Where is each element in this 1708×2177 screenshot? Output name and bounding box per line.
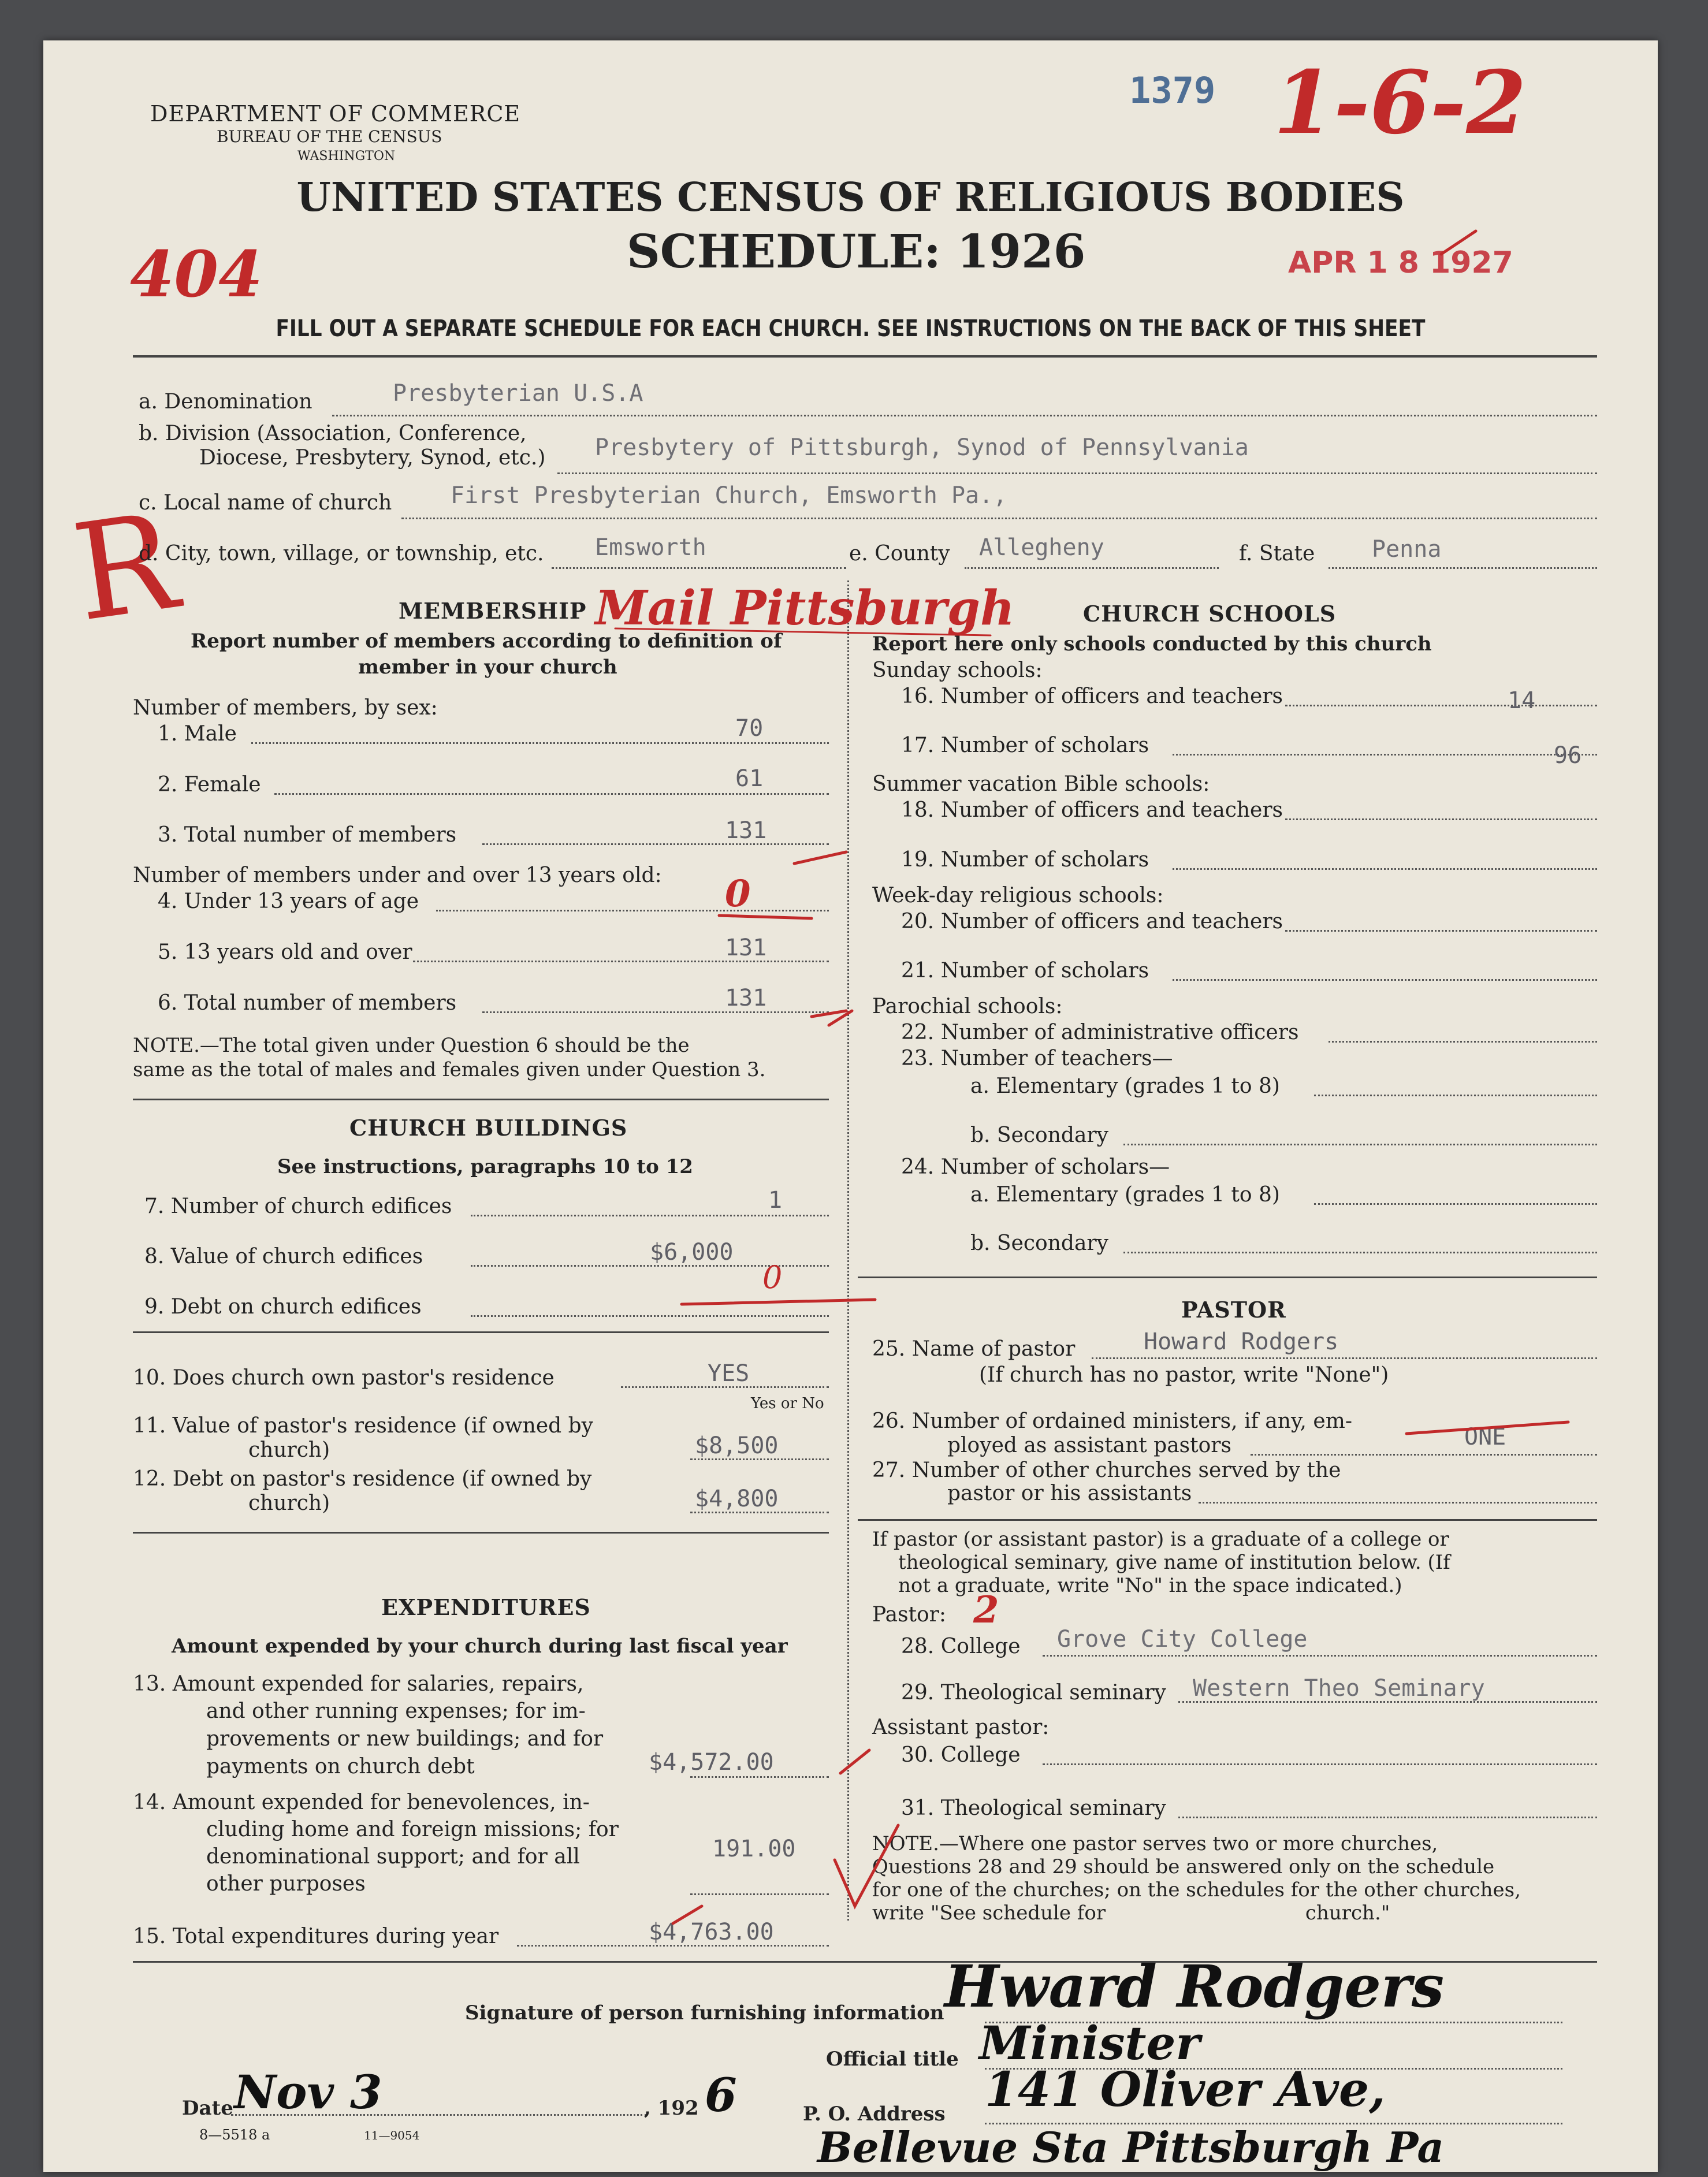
official-title-label: Official title [826, 2048, 959, 2071]
q27-line-1: 27. Number of other churches served by the [872, 1458, 1341, 1482]
membership-note-1: NOTE.—The total given under Question 6 should be the [133, 1034, 690, 1057]
q10-hint: Yes or No [751, 1395, 824, 1412]
q2-value: 61 [735, 765, 764, 792]
bureau-heading: BUREAU OF THE CENSUS [217, 127, 442, 146]
q14-value: 191.00 [712, 1836, 796, 1862]
pastor-note-1: NOTE.—Where one pastor serves two or more churches, [872, 1832, 1438, 1855]
q9-label: 9. Debt on church edifices [144, 1295, 422, 1319]
q30-label: 30. College [901, 1743, 1021, 1767]
q19-label: 19. Number of scholars [901, 848, 1149, 872]
division-label: b. Division (Association, Conference, [139, 422, 527, 445]
q24b-label: b. Secondary [970, 1231, 1108, 1255]
pastor-note-3: for one of the churches; on the schedules for the other churches, [872, 1878, 1521, 1901]
q8-value: $6,000 [650, 1239, 734, 1266]
q21-label: 21. Number of scholars [901, 959, 1149, 983]
q18-label: 18. Number of officers and teachers [901, 798, 1283, 822]
city-heading: WASHINGTON [297, 149, 396, 163]
schools-intro: Report here only schools conducted by this church [872, 632, 1432, 656]
q20-label: 20. Number of officers and teachers [901, 910, 1283, 933]
department-heading: DEPARTMENT OF COMMERCE [150, 101, 521, 126]
signature-value: Hward Rodgers [944, 1952, 1445, 2020]
q28-label: 28. College [901, 1635, 1021, 1658]
membership-note-2: same as the total of males and females given under Question 3. [133, 1058, 766, 1081]
form-title: UNITED STATES CENSUS OF RELIGIOUS BODIES [296, 174, 1405, 221]
q17-label: 17. Number of scholars [901, 734, 1149, 757]
q17-value: 96 [1554, 742, 1582, 769]
q23b-label: b. Secondary [970, 1123, 1108, 1147]
q13-line-2: and other running expenses; for im- [206, 1699, 586, 1723]
schools-heading: CHURCH SCHOOLS [1083, 601, 1337, 627]
form-number: 8—5518 a [199, 2127, 270, 2143]
year-prefix: , 192 [644, 2097, 699, 2120]
q13-line-3: provements or new buildings; and for [206, 1727, 604, 1751]
stamp-number: 1379 [1129, 69, 1216, 111]
q12-label: 12. Debt on pastor's residence (if owned by [133, 1467, 592, 1491]
graduate-instructions-3: not a graduate, write "No" in the space indicated.) [898, 1574, 1402, 1597]
q14-line-4: other purposes [206, 1872, 366, 1896]
q28-value: Grove City College [1057, 1626, 1308, 1653]
q26-value: ONE [1464, 1424, 1506, 1450]
division-label-2: Diocese, Presbytery, Synod, etc.) [199, 446, 546, 470]
q10-value: YES [708, 1360, 750, 1387]
signature-label: Signature of person furnishing information [465, 2001, 944, 2025]
expenditures-heading: EXPENDITURES [381, 1594, 591, 1620]
q4-label: 4. Under 13 years of age [158, 890, 419, 913]
q26-line-2: ployed as assistant pastors [947, 1434, 1231, 1457]
county-label: e. County [849, 542, 950, 565]
membership-intro-2: member in your church [358, 656, 617, 679]
q15-value: $4,763.00 [649, 1919, 774, 1945]
q23-label: 23. Number of teachers— [901, 1047, 1173, 1070]
q15-label: 15. Total expenditures during year [133, 1925, 499, 1948]
q26-line-1: 26. Number of ordained ministers, if any, em- [872, 1409, 1352, 1433]
age-intro-label: Number of members under and over 13 years old: [133, 864, 662, 887]
instructions-banner: FILL OUT A SEPARATE SCHEDULE FOR EACH CHURCH. SEE INSTRUCTIONS ON THE BACK OF THIS SHEET [276, 315, 1426, 342]
membership-intro-1: Report number of members according to definition of [191, 630, 782, 653]
address-value-2: Bellevue Sta Pittsburgh Pa [817, 2123, 1444, 2172]
pastor-note-2: Questions 28 and 29 should be answered only on the schedule [872, 1855, 1495, 1878]
q2-label: 2. Female [158, 773, 261, 797]
official-title-value: Minister [979, 2016, 1200, 2070]
q11-value: $8,500 [695, 1432, 779, 1459]
weekday-schools-label: Week-day religious schools: [872, 884, 1164, 907]
graduate-instructions-2: theological seminary, give name of institution below. (If [898, 1551, 1450, 1574]
buildings-heading: CHURCH BUILDINGS [349, 1115, 628, 1141]
q14-line-1: 14. Amount expended for benevolences, in- [133, 1791, 590, 1814]
q4-value: 0 [725, 872, 751, 916]
q1-value: 70 [735, 715, 764, 742]
q3-label: 3. Total number of members [158, 823, 457, 847]
q25-hint: (If church has no pastor, write "None") [979, 1363, 1389, 1387]
q13-value: $4,572.00 [649, 1749, 774, 1776]
q27-line-2: pastor or his assistants [947, 1482, 1192, 1505]
church-name-label: c. Local name of church [139, 491, 392, 515]
q9-value: 0 [762, 1259, 783, 1296]
q5-label: 5. 13 years old and over [158, 940, 412, 964]
q1-label: 1. Male [158, 722, 237, 746]
sunday-schools-label: Sunday schools: [872, 658, 1043, 682]
pastor-subheading: Pastor: [872, 1603, 947, 1627]
q16-label: 16. Number of officers and teachers [901, 684, 1283, 708]
q6-label: 6. Total number of members [158, 991, 457, 1015]
city-label: d. City, town, village, or township, etc. [139, 542, 544, 565]
print-number: 11—9054 [364, 2128, 420, 2142]
q12-value: $4,800 [695, 1486, 779, 1512]
pastor-red-mark: 2 [973, 1588, 999, 1632]
red-number-handwritten: 404 [130, 237, 263, 311]
members-by-sex-label: Number of members, by sex: [133, 696, 438, 720]
red-code-handwritten: 1-6-2 [1274, 52, 1527, 154]
date-value: Nov 3 [234, 2065, 382, 2119]
denomination-label: a. Denomination [139, 390, 312, 414]
year-value: 6 [705, 2068, 737, 2122]
membership-heading: MEMBERSHIP [399, 598, 587, 624]
red-letter-mark: R [65, 485, 185, 652]
parochial-schools-label: Parochial schools: [872, 995, 1063, 1018]
graduate-instructions-1: If pastor (or assistant pastor) is a graduate of a college or [872, 1528, 1449, 1551]
church-name-value: First Presbyterian Church, Emsworth Pa., [451, 482, 1007, 509]
q23a-label: a. Elementary (grades 1 to 8) [970, 1074, 1280, 1098]
q29-value: Western Theo Seminary [1193, 1675, 1485, 1702]
q25-label: 25. Name of pastor [872, 1337, 1076, 1361]
census-schedule-sheet [43, 40, 1658, 2172]
q25-value: Howard Rodgers [1144, 1328, 1339, 1355]
q13-line-4: payments on church debt [206, 1755, 475, 1778]
expenditures-intro: Amount expended by your church during last fiscal year [172, 1635, 788, 1658]
q24a-label: a. Elementary (grades 1 to 8) [970, 1183, 1280, 1207]
buildings-see-instructions: See instructions, paragraphs 10 to 12 [277, 1155, 693, 1178]
q31-label: 31. Theological seminary [901, 1796, 1166, 1820]
q5-value: 131 [725, 935, 767, 961]
received-date-stamp: APR 1 8 1927 [1288, 245, 1513, 280]
q12-label-2: church) [248, 1491, 330, 1515]
q3-value: 131 [725, 817, 767, 844]
red-annotation-marks [43, 40, 1658, 2172]
q7-label: 7. Number of church edifices [144, 1194, 452, 1218]
division-value: Presbytery of Pittsburgh, Synod of Pennsylvania [595, 434, 1249, 461]
assistant-pastor-label: Assistant pastor: [872, 1715, 1050, 1739]
address-value: 141 Oliver Ave, [985, 2062, 1386, 2118]
q29-label: 29. Theological seminary [901, 1681, 1166, 1705]
city-value: Emsworth [595, 534, 706, 561]
state-label: f. State [1239, 542, 1315, 565]
q14-line-3: denominational support; and for all [206, 1845, 580, 1869]
q6-value: 131 [725, 985, 767, 1011]
q13-line-1: 13. Amount expended for salaries, repairs, [133, 1672, 584, 1696]
pastor-heading: PASTOR [1181, 1297, 1286, 1323]
q10-label: 10. Does church own pastor's residence [133, 1366, 555, 1390]
county-value: Allegheny [979, 534, 1104, 561]
q14-line-2: cluding home and foreign missions; for [206, 1818, 619, 1841]
schedule-title: SCHEDULE: 1926 [627, 224, 1086, 278]
address-label: P. O. Address [803, 2102, 946, 2126]
mail-note-handwritten: Mail Pittsburgh [595, 580, 1015, 636]
q7-value: 1 [768, 1187, 783, 1214]
q24-label: 24. Number of scholars— [901, 1155, 1170, 1179]
pastor-note-4: write "See schedule for church." [872, 1901, 1390, 1925]
q16-value: 14 [1508, 687, 1536, 714]
q22-label: 22. Number of administrative officers [901, 1021, 1299, 1044]
state-value: Penna [1372, 536, 1442, 563]
q8-label: 8. Value of church edifices [144, 1245, 423, 1268]
q11-label: 11. Value of pastor's residence (if owned by [133, 1414, 594, 1438]
summer-schools-label: Summer vacation Bible schools: [872, 772, 1210, 796]
q11-label-2: church) [248, 1438, 330, 1462]
date-label: Date [182, 2097, 233, 2120]
denomination-value: Presbyterian U.S.A [393, 380, 643, 407]
